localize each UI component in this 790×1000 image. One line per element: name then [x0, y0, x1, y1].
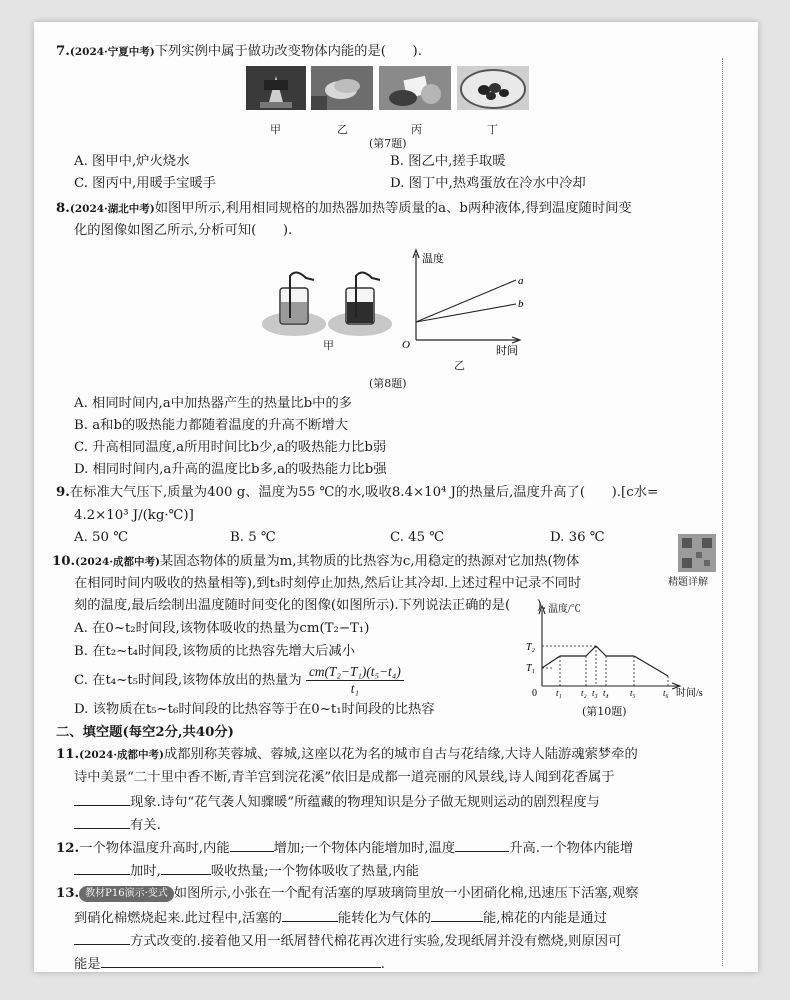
fig10-t1-label: T₁	[526, 663, 536, 674]
question-12-line2: 加时, 吸收热量;一个物体吸收了热量,内能	[74, 860, 419, 882]
figure-caption-8: (第8题)	[369, 377, 407, 390]
question-12: 12.一个物体温度升高时,内能 增加;一个物体内能增加时,温度 升高.一个物体内能增	[56, 837, 633, 859]
answer-blank[interactable]	[74, 791, 130, 806]
line-a	[416, 280, 516, 322]
photo-stove-boiling-water	[246, 66, 306, 110]
line-b	[416, 304, 516, 322]
fig10-t2-label: T₂	[526, 642, 536, 653]
question-9-line2: 4.2×10³ J/(kg·℃)]	[74, 508, 194, 523]
answer-blank[interactable]	[282, 907, 338, 922]
textbook-badge: 教材P16演示·变式	[79, 886, 174, 902]
fraction-numerator: cm(T₂−T₁)(t₅−t₄)	[306, 664, 404, 681]
label-bing: 丙	[411, 123, 422, 136]
answer-blank[interactable]	[230, 837, 274, 852]
answer-blank[interactable]	[74, 930, 130, 945]
fig10-tick-t1: t₁	[556, 688, 562, 698]
question-13-line3: 方式改变的.接着他又用一纸屑替代棉花再次进行实验,发现纸屑并没有燃烧,则原因可	[74, 930, 621, 952]
fig10-tick-t3: t₃	[592, 688, 598, 698]
q8-option-c: C. 升高相同温度,a所用时间比b少,a的吸热能力比b弱	[74, 440, 387, 455]
photo-hand-warmer	[379, 66, 451, 110]
q7-option-a: A. 图甲中,炉火烧水	[74, 154, 190, 169]
question-7: 7.(2024·宁夏中考)下列实例中属于做功改变物体内能的是( ).	[56, 44, 422, 59]
fig10-tick-t4: t₄	[603, 688, 609, 698]
figure-beakers-heaters	[262, 268, 394, 342]
fraction	[306, 664, 404, 697]
question-9: 9.在标准大气压下,质量为400 g、温度为55 ℃的水,吸收8.4×10⁴ J的热量后,温度升高了( ).[c水=	[56, 485, 659, 500]
page-margin-line	[722, 58, 723, 966]
figure-caption-10: (第10题)	[582, 705, 627, 718]
origin-label: O	[402, 339, 410, 351]
q8-option-a: A. 相同时间内,a中加热器产生的热量比b中的多	[74, 396, 353, 411]
photo-rubbing-hands	[311, 66, 373, 110]
question-13: 13. 教材P16演示·变式 如图所示,小张在一个配有活塞的厚玻璃筒里放一小团硝化棉,迅速压下活塞,观察	[56, 886, 639, 901]
question-8: 8.(2024·湖北中考)如图甲所示,利用相同规格的加热器加热等质量的a、b两种液体,得到温度随时间变	[56, 201, 632, 216]
section-heading-fill-blank: 二、填空题(每空2分,共40分)	[56, 725, 234, 740]
figure-10-graph	[518, 598, 714, 698]
q10-option-b: B. 在t₂~t₄时间段,该物质的比热容先增大后减小	[74, 644, 355, 659]
label-ding: 丁	[487, 123, 498, 136]
answer-blank[interactable]	[431, 907, 483, 922]
question-11-line3: 现象.诗句“花气袭人知骤暖”所蕴藏的物理知识是分子做无规则运动的剧烈程度与	[74, 791, 600, 813]
fig10-tick-t5: t₅	[630, 688, 636, 698]
question-13-line4: 能是 .	[74, 953, 385, 972]
answer-blank[interactable]	[74, 860, 130, 875]
fig10-origin: 0	[532, 688, 537, 698]
q8-option-d: D. 相同时间内,a升高的温度比b多,a的吸热能力比b强	[74, 462, 387, 477]
answer-blank[interactable]	[74, 814, 130, 829]
q10-option-a: A. 在0~t₂时间段,该物体吸收的热量为cm(T₂−T₁)	[74, 621, 370, 636]
q9-option-a: A. 50 ℃	[74, 530, 129, 545]
qr-caption: 精题详解	[668, 577, 708, 588]
answer-blank[interactable]	[161, 860, 211, 875]
question-11: 11.(2024·成都中考)成都别称芙蓉城、蓉城,这座以花为名的城市自古与花结缘,大诗人陆游魂萦梦牵的	[56, 747, 638, 762]
photo-eggs-in-cold-water	[457, 66, 529, 110]
answer-blank[interactable]	[455, 837, 509, 852]
series-b-label: b	[518, 298, 524, 310]
axis-y-label: 温度	[422, 253, 444, 265]
q7-option-b: B. 图乙中,搓手取暖	[390, 154, 506, 169]
q8-option-b: B. a和b的吸热能力都随着温度的升高不断增大	[74, 418, 349, 433]
fraction-denominator: t₁	[350, 681, 360, 696]
answer-blank[interactable]	[101, 953, 381, 968]
q9-option-c: C. 45 ℃	[390, 530, 445, 545]
label-figure-yi: 乙	[454, 359, 465, 372]
question-8-line2: 化的图像如图乙所示,分析可知( ).	[74, 223, 293, 238]
fig10-ylabel: 温度/℃	[548, 604, 581, 615]
figure-temp-time-graph	[400, 244, 530, 356]
fig10-xlabel: 时间/s	[676, 688, 703, 698]
fig10-tick-t6: t₆	[663, 688, 669, 698]
question-13-line2: 到硝化棉燃烧起来.此过程中,活塞的 能转化为气体的 能,棉花的内能是通过	[74, 907, 607, 929]
question-10-line2: 在相同时间内吸收的热量相等),到t₃时刻停止加热,然后让其冷却.上述过程中记录不同时	[74, 576, 582, 591]
question-11-line2: 诗中美景“二十里中香不断,青羊宫到浣花溪”依旧是成都一道亮丽的风景线,诗人闻到花香属于	[74, 770, 615, 785]
q7-option-d: D. 图丁中,热鸡蛋放在冷水中冷却	[390, 176, 586, 191]
question-11-line4: 有关.	[74, 814, 161, 836]
label-figure-jia: 甲	[323, 339, 334, 352]
question-10-line3: 刻的温度,最后绘制出温度随时间变化的图像(如图所示).下列说法正确的是( ).	[74, 598, 547, 613]
q9-option-d: D. 36 ℃	[550, 530, 605, 545]
question-10: 10.(2024·成都中考)某固态物体的质量为m,其物质的比热容为c,用稳定的热源对它加热(物体	[52, 554, 580, 569]
q7-option-c: C. 图丙中,用暖手宝暖手	[74, 176, 217, 191]
q10-option-c: C. 在t₄~t₅时间段,该物体放出的热量为 $\frac{\text{cm(T₂−T₁)(t₅−t₄)}}{\text{t₁}}$	[74, 664, 404, 697]
fig10-tick-t2: t₂	[581, 688, 587, 698]
series-a-label: a	[518, 275, 524, 287]
page	[34, 22, 758, 972]
label-yi: 乙	[337, 123, 348, 136]
figure-caption-7: (第7题)	[369, 137, 407, 150]
qr-code-icon[interactable]	[678, 534, 716, 572]
q9-option-b: B. 5 ℃	[230, 530, 276, 545]
axis-x-label: 时间	[496, 345, 518, 356]
label-jia: 甲	[270, 123, 281, 136]
q10-option-d: D. 该物质在t₅~t₆时间段的比热容等于在0~t₁时间段的比热容	[74, 702, 435, 717]
